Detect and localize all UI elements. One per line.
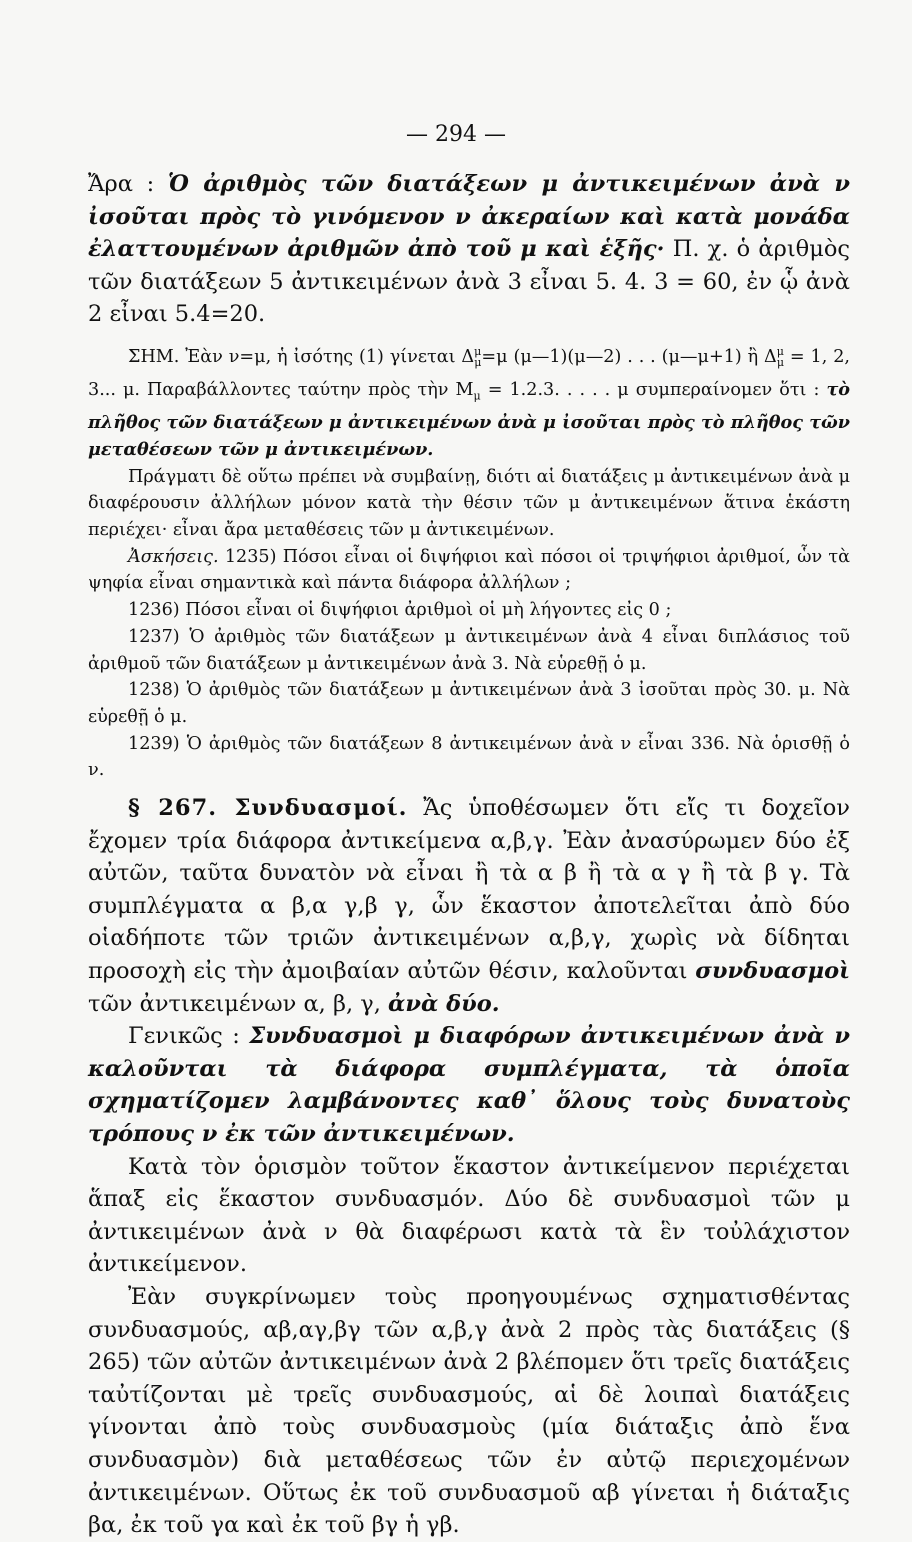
paragraph-theorem: Ἄρα : Ὁ ἀριθμὸς τῶν διατάξεων μ ἀντικειμένων ἀνὰ ν ἰσοῦται πρὸς τὸ γινόμενον ν ἀκεραίων καὶ κατὰ μονάδα ἐλαττουμένων ἀριθμῶν ἀπὸ τοῦ μ καὶ ἑξῆς· Π. χ. ὁ ἀριθμὸς τῶν διατάξεων 5 ἀντικειμένων ἀνὰ 3 εἶναι 5. 4. 3 = 60, ἐν ᾧ ἀνὰ 2 εἶναι 5.4=20. [88, 171, 850, 328]
paragraph-reason: Πράγματι δὲ οὕτω πρέπει νὰ συμβαίνῃ, διότι αἱ διατάξεις μ ἀντικειμένων ἀνὰ μ διαφέρουσιν ἀλλήλων μόνον κατὰ τὴν θέσιν τῶν μ ἀντικειμένων ἅτινα ἑκάστη περιέχει· εἶναι ἄρα μεταθέσεις τῶν μ ἀντικειμένων. [88, 466, 850, 541]
page-body [88, 168, 850, 1542]
exercise-1236: 1236) Πόσοι εἶναι οἱ διψήφιοι ἀριθμοὶ οἱ μὴ λήγοντες εἰς 0 ; [128, 600, 672, 621]
section-heading: § 267. Συνδυασμοί. [128, 795, 408, 822]
definition-statement: Συνδυασμοὶ μ διαφόρων ἀντικειμένων ἀνὰ ν καλοῦνται τὰ διάφορα συμπλέγματα, τὰ ὁποῖα σχηματίζομεν λαμβάνοντες καθ᾽ ὅλους τοὺς δυνατοὺς τρόπους ν ἐκ τῶν ἀντικειμένων. [88, 1023, 850, 1148]
exercise-1238: 1238) Ὁ ἀριθμὸς τῶν διατάξεων μ ἀντικειμένων ἀνὰ 3 ἰσοῦται πρὸς 30. μ. Νὰ εὑρεθῇ ὁ μ. [88, 680, 850, 727]
exercise-1239: 1239) Ὁ ἀριθμὸς τῶν διατάξεων 8 ἀντικειμένων ἀνὰ ν εἶναι 336. Νὰ ὁρισθῇ ὁ ν. [88, 733, 850, 781]
paragraph-consequence: Κατὰ τὸν ὁρισμὸν τοῦτον ἕκαστον ἀντικείμενον περιέχεται ἅπαξ εἰς ἕκαστον συνδυασμόν. Δύο δὲ συνδυασμοὶ τῶν μ ἀντικειμένων ἀνὰ ν θὰ διαφέρωσι κατὰ τὰ ἓν τοὐλάχιστον ἀντικείμενον. [88, 1153, 850, 1278]
paragraph-comparison: Ἐὰν συγκρίνωμεν τοὺς προηγουμένως σχηματισθέντας συνδυασμούς, αβ,αγ,βγ τῶν α,β,γ ἀνὰ 2 πρὸς τὰς διατάξεις (§ 265) τῶν αὐτῶν ἀντικειμένων ἀνὰ 2 βλέπομεν ὅτι τρεῖς διατάξεις ταὐτίζονται μὲ τρεῖς συνδυασμούς, αἱ δὲ λοιπαὶ διατάξεις γίνονται ἀπὸ τοὺς συνδυασμοὺς (μία διάταξις ἀπὸ ἕνα συνδυασμὸν) διὰ μεταθέσεως τῶν ἐν αὐτῷ περιεχομένων ἀντικειμένων. Οὕτως ἐκ τοῦ συνδυασμοῦ αβ γίνεται ἡ διάταξις βα, ἐκ τοῦ γα καὶ ἐκ τοῦ βγ ἡ γβ. [88, 1284, 850, 1539]
exercise-1237: 1237) Ὁ ἀριθμὸς τῶν διατάξεων μ ἀντικειμένων ἀνὰ 4 εἶναι διπλάσιος τοῦ ἀριθμοῦ τῶν διατάξεων μ ἀντικειμένων ἀνὰ 3. Νὰ εὑρεθῇ ὁ μ. [88, 626, 850, 674]
page-number: — 294 — [406, 122, 506, 147]
note-paragraph: ΣΗΜ. Ἐὰν ν=μ, ἡ ἰσότης (1) γίνεται $\Delta^\mu_\mu=\mu$ (μ—1)(μ—2) . . . (μ—μ+1) ἢ $\Delta^\mu_\mu = 1$, 2, 3... μ. Παραβάλλοντες ταύτην πρὸς τὴν $M_\mu = 1.2.3$. . . . . μ συμπεραίνομεν ὅτι : τὸ πλῆθος τῶν διατάξεων μ ἀντικειμένων ἀνὰ μ ἰσοῦται πρὸς τὸ πλῆθος τῶν μεταθέσεων τῶν μ ἀντικειμένων. [88, 344, 851, 460]
theorem-statement: Ὁ ἀριθμὸς τῶν διατάξεων μ ἀντικειμένων ἀνὰ ν ἰσοῦται πρὸς τὸ γινόμενον ν ἀκεραίων καὶ κατὰ μονάδα ἐλαττουμένων ἀριθμῶν ἀπὸ τοῦ μ καὶ ἑξῆς· [88, 171, 850, 263]
note-conclusion: τὸ πλῆθος τῶν διατάξεων μ ἀντικειμένων ἀνὰ μ ἰσοῦται πρὸς τὸ πλῆθος τῶν μεταθέσεων τῶν μ ἀντικειμένων. [88, 379, 851, 460]
exercises-heading: Ἀσκήσεις. [128, 546, 219, 567]
section-267: § 267. Συνδυασμοί. Ἄς ὑποθέσωμεν ὅτι εἴς τι δοχεῖον ἔχομεν τρία διάφορα ἀντικείμενα α,β,γ. Ἐὰν ἀνασύρωμεν δύο ἐξ αὐτῶν, ταῦτα δυνατὸν νὰ εἶναι ἢ τὰ α β ἢ τὰ α γ ἢ τὰ β γ. Τὰ συμπλέγματα α β,α γ,β γ, ὧν ἕκαστον ἀποτελεῖται ἀπὸ δύο οἱαδήποτε τῶν τριῶν ἀντικειμένων α,β,γ, χωρὶς νὰ δίδηται προσοχὴ εἰς τὴν ἀμοιβαίαν αὐτῶν θέσιν, καλοῦνται συνδυασμοὶ τῶν ἀντικειμένων α, β, γ, ἀνὰ δύο. [88, 795, 850, 1017]
exercise-1235: Ἀσκήσεις. 1235) Πόσοι εἶναι οἱ διψήφιοι καὶ πόσοι οἱ τριψήφιοι ἀριθμοί, ὧν τὰ ψηφία εἶναι σημαντικὰ καὶ πάντα διάφορα ἀλλήλων ; [88, 546, 850, 594]
definition-paragraph: Γενικῶς : Συνδυασμοὶ μ διαφόρων ἀντικειμένων ἀνὰ ν καλοῦνται τὰ διάφορα συμπλέγματα, τὰ ὁποῖα σχηματίζομεν λαμβάνοντες καθ᾽ ὅλους τοὺς δυνατοὺς τρόπους ν ἐκ τῶν ἀντικειμένων. [88, 1023, 850, 1148]
